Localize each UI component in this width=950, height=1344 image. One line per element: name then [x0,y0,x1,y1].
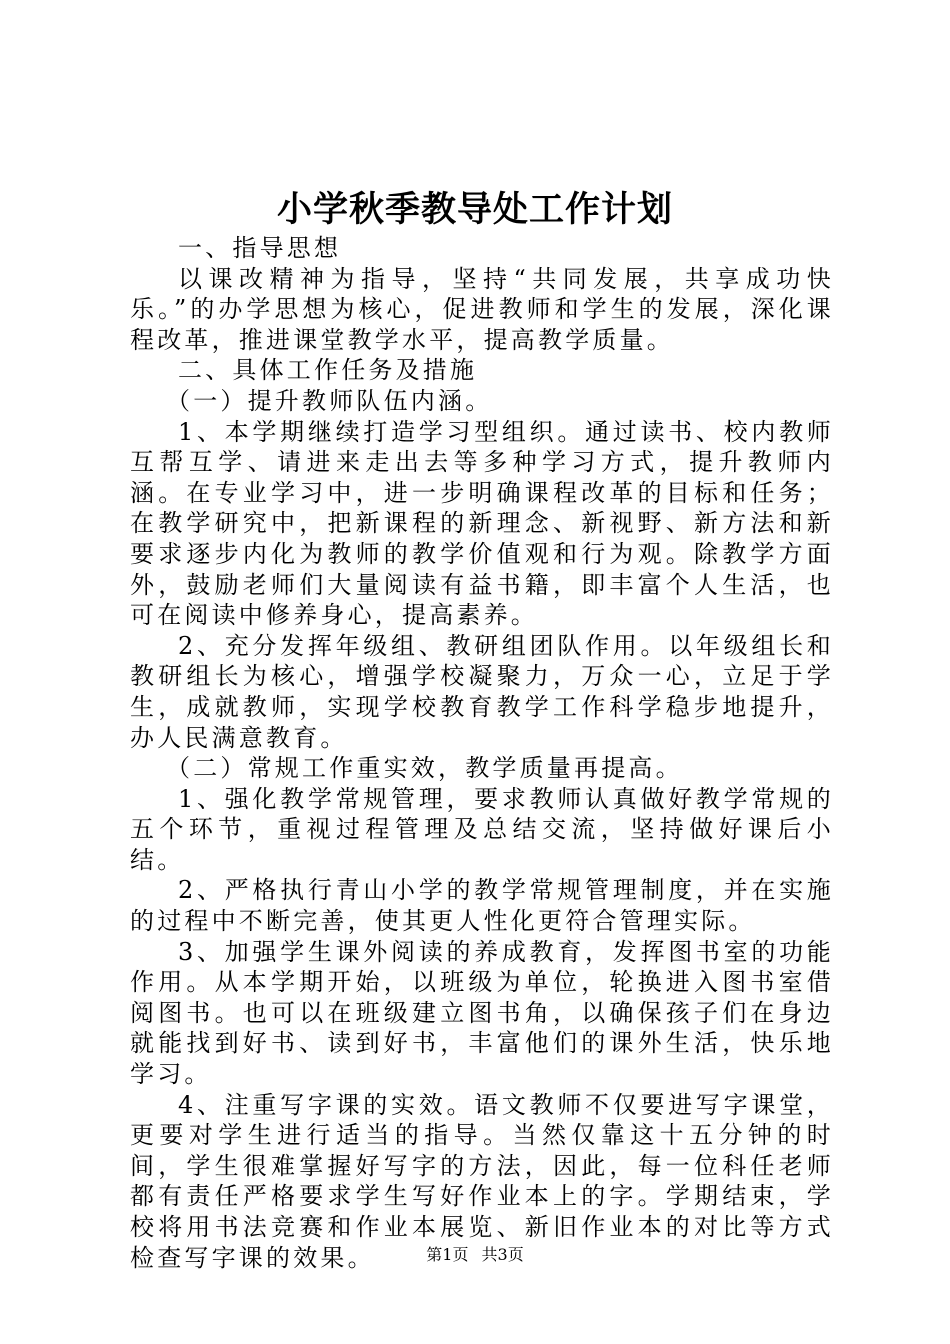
section-heading-guiding-thought: 一、指导思想 [178,234,342,262]
paragraph-guiding-thought: 以课改精神为指导，坚持“共同发展，共享成功快乐。”的办学思想为核心，促进教师和学生的发展，深化课程改革，推进课堂教学水平，提高教学质量。 [130,264,834,354]
page-total: 共3页 [481,1245,524,1264]
document-body [130,233,834,1273]
paragraph-learning-organization: 1、本学期继续打造学习型组织。通过读书、校内教师互帮互学、请进来走出去等多种学习方式，提升教师内涵。在专业学习中，进一步明确课程改革的目标和任务；在教学研究中，把新课程的新理念、新视野、新方法和新要求逐步内化为教师的教学价值观和行为观。除教学方面外，鼓励老师们大量阅读有益书籍，即丰富个人生活，也可在阅读中修养身心，提高素养。 [130,417,834,630]
paragraph-routine-management: 1、强化教学常规管理，要求教师认真做好教学常规的五个环节，重视过程管理及总结交流，坚持做好课后小结。 [130,784,834,874]
paragraph-management-system: 2、严格执行青山小学的教学常规管理制度，并在实施的过程中不断完善，使其更人性化更符合管理实际。 [130,876,834,936]
section-heading-tasks: 二、具体工作任务及措施 [178,356,478,385]
page-footer [0,1244,950,1266]
paragraph-reading-habits: 3、加强学生课外阅读的养成教育，发挥图书室的功能作用。从本学期开始，以班级为单位，轮换进入图书室借阅图书。也可以在班级建立图书角，以确保孩子们在身边就能找到好书、读到好书，丰富他们的课外生活，快乐地学习。 [130,937,834,1089]
document-title: 小学秋季教导处工作计划 [276,189,673,230]
subsection-heading-routine-work: （二）常规工作重实效，教学质量再提高。 [166,754,683,783]
page-number: 第1页 [426,1245,469,1264]
subsection-heading-teacher-team: （一）提升教师队伍内涵。 [166,386,493,415]
paragraph-grade-groups: 2、充分发挥年级组、教研组团队作用。以年级组长和教研组长为核心，增强学校凝聚力，万众一心，立足于学生，成就教师，实现学校教育教学工作科学稳步地提升，办人民满意教育。 [130,631,834,752]
paragraph-writing-class: 4、注重写字课的实效。语文教师不仅要进写字课堂，更要对学生进行适当的指导。当然仅靠这十五分钟的时间，学生很难掌握好写字的方法，因此，每一位科任老师都有责任严格要求学生写好作业本上的字。学期结束，学校将用书法竞赛和作业本展览、新旧作业本的对比等方式检查写字课的效果。 [130,1090,834,1272]
